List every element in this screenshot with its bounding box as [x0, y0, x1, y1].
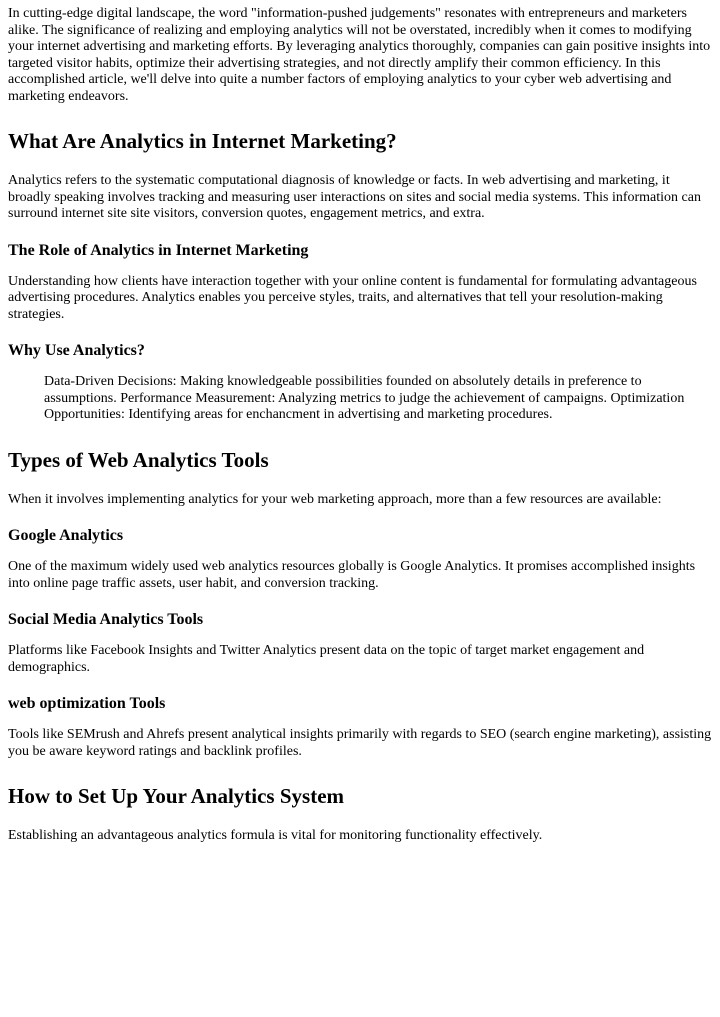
section-paragraph-what-are-analytics: Analytics refers to the systematic computational diagnosis of knowledge or facts. In web advertising and marketing, it broadly speaking involves tracking and measuring user interactions on sites and social media systems. This information can surround internet site site visitors, conversion quotes, engagement metrics, and extra.	[8, 173, 701, 221]
section-heading-why-use-analytics: Why Use Analytics?	[8, 342, 145, 359]
section-paragraph-types-of-tools: When it involves implementing analytics for your web marketing approach, more than a few resources are available:	[8, 491, 662, 507]
section-heading-web-optimization-tools: web optimization Tools	[8, 695, 166, 712]
why-use-analytics-quote: Data-Driven Decisions: Making knowledgeable possibilities founded on absolutely details in preference to assumptions. Performance Measurement: Analyzing metrics to judge the achievement of campaigns. Optimization Opportunities: Identifying areas for enchancment in advertising and marketing procedures.	[44, 374, 685, 422]
section-heading-what-are-analytics: What Are Analytics in Internet Marketing?	[8, 129, 397, 153]
section-paragraph-role-of-analytics: Understanding how clients have interaction together with your online content is fundamental for formulating advantageous advertising procedures. Analytics enables you perceive styles, traits, and alternatives that tell your resolution-making strategies.	[8, 273, 697, 322]
section-paragraph-social-media-tools: Platforms like Facebook Insights and Twitter Analytics present data on the topic of target market engagement and demographics.	[8, 643, 645, 675]
section-paragraph-setup-analytics: Establishing an advantageous analytics formula is vital for monitoring functionality effectively.	[8, 828, 543, 843]
intro-paragraph: In cutting-edge digital landscape, the word "information-pushed judgements" resonates with entrepreneurs and marketers alike. The significance of realizing and employing analytics will not be overstated, incredibly when it comes to modifying your internet advertising and marketing efforts. By leveraging analytics thoroughly, companies can gain positive insights into targeted visitor habits, optimize their advertising strategies, and not directly amplify their common efficiency. In this accomplished article, we'll delve into quite a number factors of employing analytics to your cyber web advertising and marketing endeavors.	[8, 6, 711, 104]
section-heading-social-media-tools: Social Media Analytics Tools	[8, 611, 204, 628]
section-paragraph-google-analytics: One of the maximum widely used web analytics resources globally is Google Analytics. It promises accomplished insights into online page traffic assets, user habit, and conversion tracking.	[8, 559, 696, 591]
section-heading-role-of-analytics: The Role of Analytics in Internet Marketing	[8, 241, 309, 259]
section-heading-setup-analytics: How to Set Up Your Analytics System	[8, 784, 345, 808]
section-heading-google-analytics: Google Analytics	[8, 527, 124, 544]
section-paragraph-web-optimization-tools: Tools like SEMrush and Ahrefs present analytical insights primarily with regards to SEO (search engine marketing), assisting you be aware keyword ratings and backlink profiles.	[8, 727, 712, 759]
section-heading-types-of-tools: Types of Web Analytics Tools	[8, 447, 269, 472]
